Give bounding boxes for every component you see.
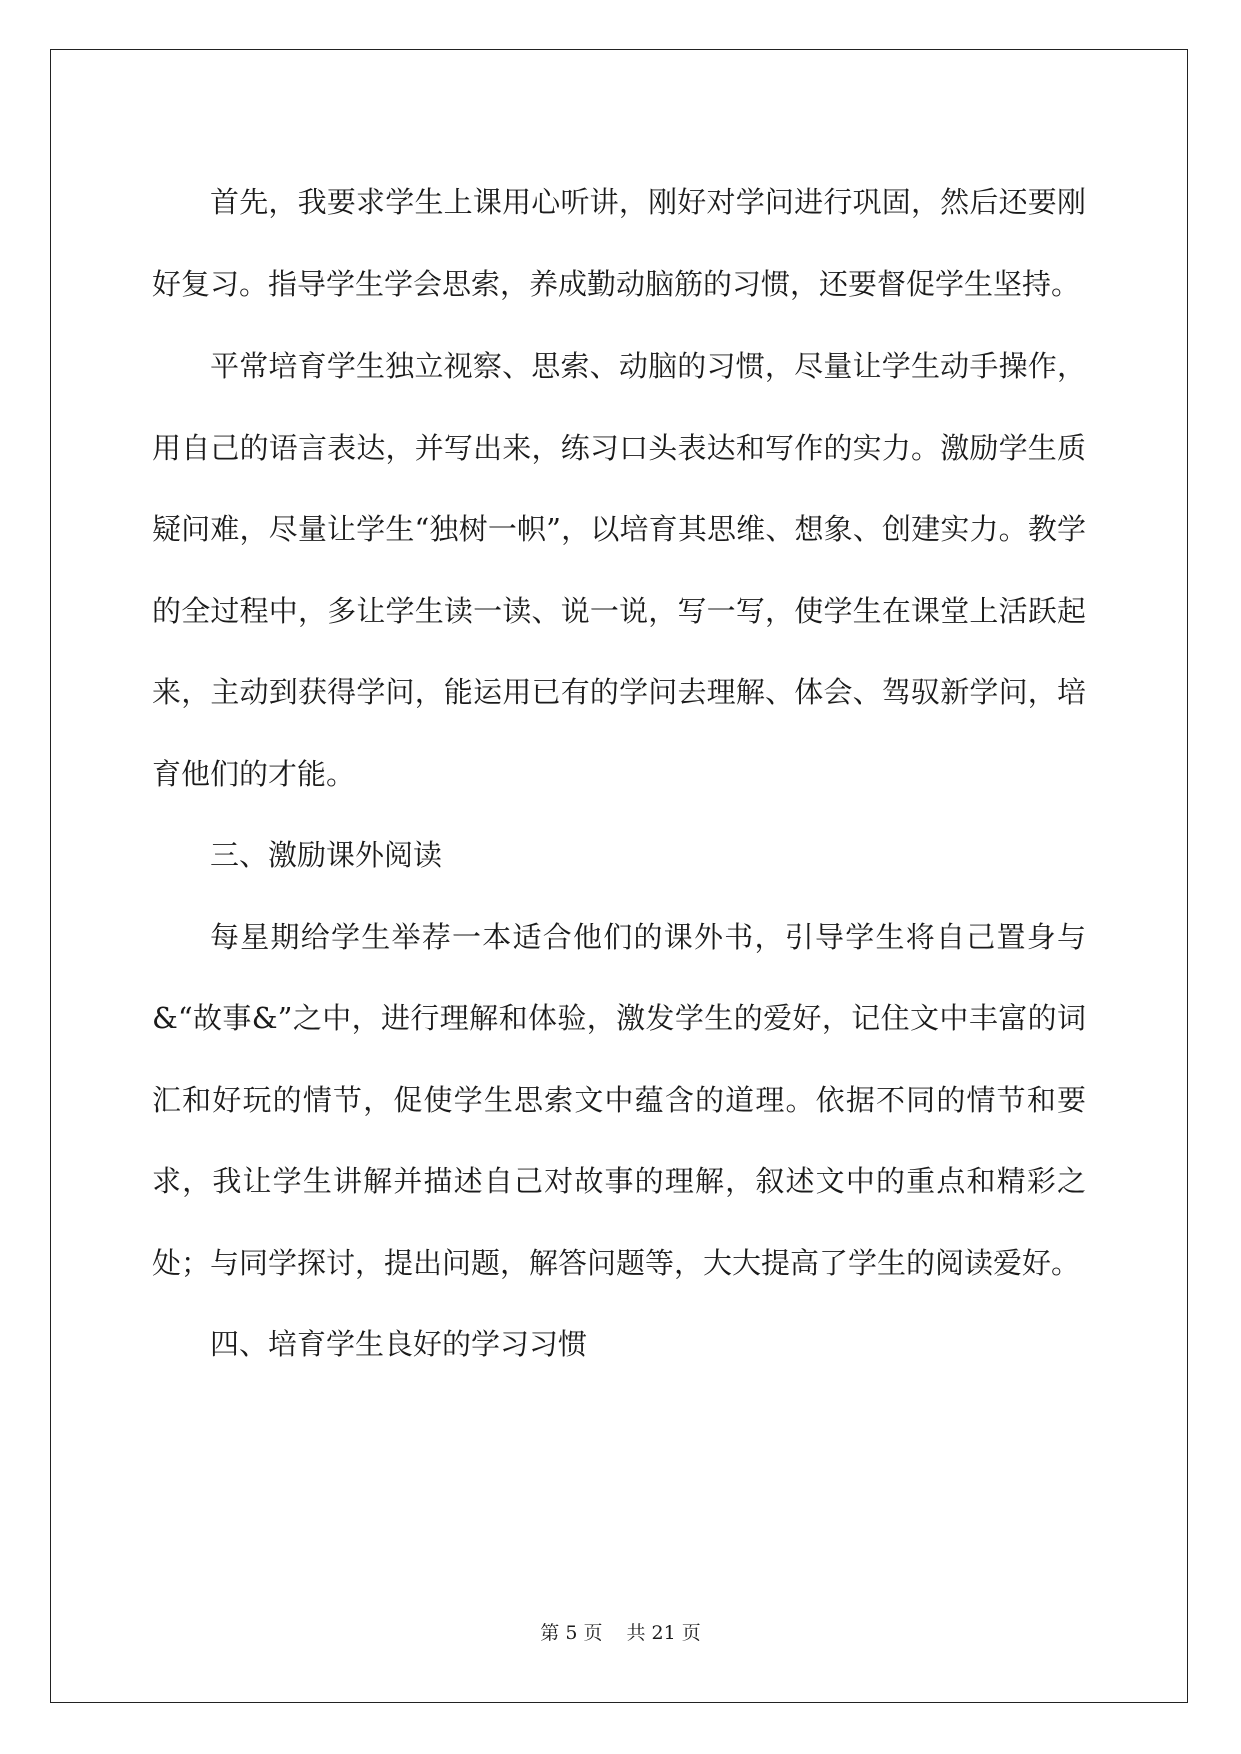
page-footer [0,1618,1241,1645]
page-total: 共 21 页 [626,1622,701,1644]
page-number: 第 5 页 [540,1622,603,1644]
paragraph-2: 平常培育学生独立视察、思索、动脑的习惯，尽量让学生动手操作，用自己的语言表达，并写出来，练习口头表达和写作的实力。激励学生质疑问难，尽量让学生“独树一帜”，以培育其思维、想象、创建实力。教学的全过程中，多让学生读一读、说一说，写一写，使学生在课堂上活跃起来，主动到获得学问，能运用已有的学问去理解、体会、驾驭新学问，培育他们的才能。 [152,349,1086,791]
paragraph-1: 首先，我要求学生上课用心听讲，刚好对学问进行巩固，然后还要刚好复习。指导学生学会思索，养成勤动脑筋的习惯，还要督促学生坚持。 [152,185,1086,301]
section-heading-4: 四、培育学生良好的学习习惯 [210,1327,588,1361]
section-heading-3: 三、激励课外阅读 [210,838,443,872]
paragraph-3: 每星期给学生举荐一本适合他们的课外书，引导学生将自己置身与&“故事&”之中，进行理解和体验，激发学生的爱好，记住文中丰富的词汇和好玩的情节，促使学生思索文中蕴含的道理。依据不同的情节和要求，我让学生讲解并描述自己对故事的理解，叙述文中的重点和精彩之处；与同学探讨，提出问题，解答问题等，大大提高了学生的阅读爱好。 [152,919,1086,1280]
document-body [152,162,1086,1386]
